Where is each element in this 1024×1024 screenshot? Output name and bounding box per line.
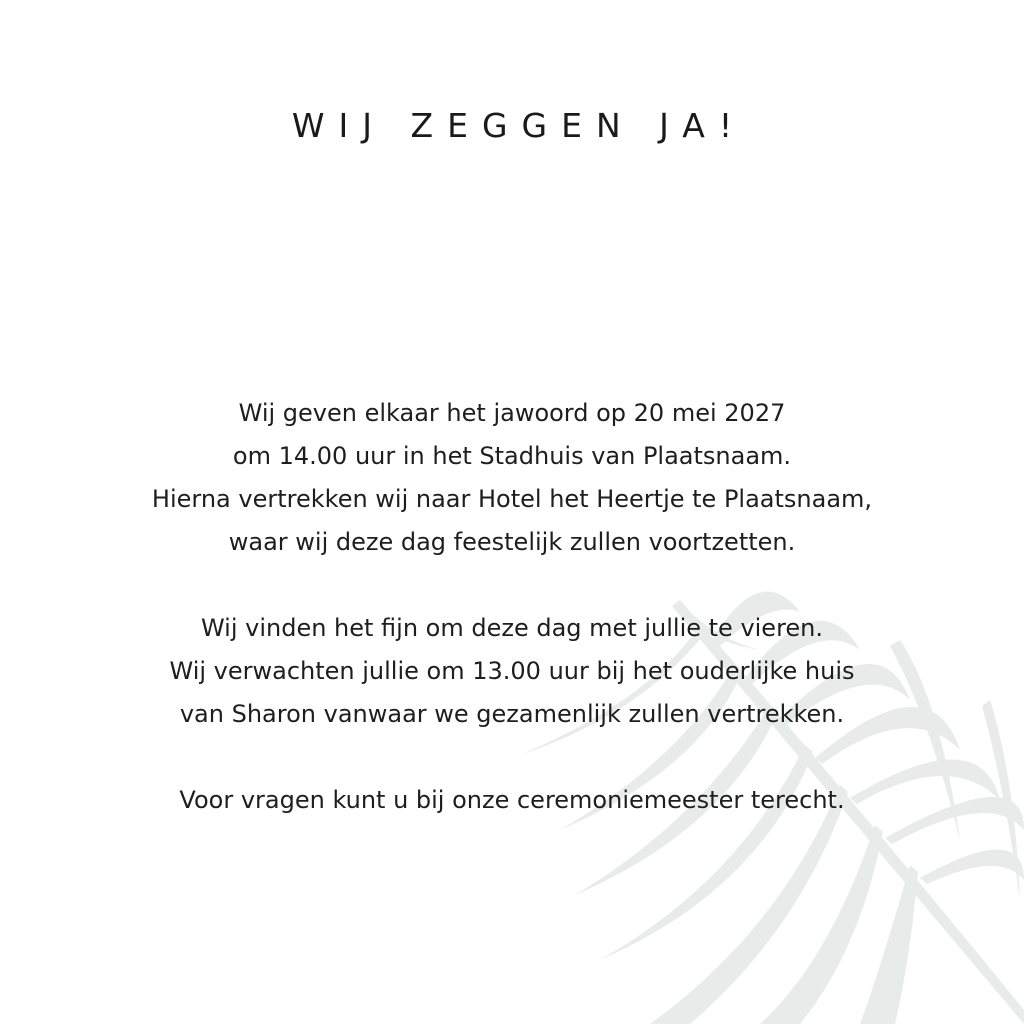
- body-line: Wij vinden het fijn om deze dag met jullie te vieren.: [200, 614, 824, 642]
- paragraph-meeting-details: [0, 607, 1024, 736]
- body-line: Hierna vertrekken wij naar Hotel het Heertje te Plaatsnaam,: [151, 485, 873, 513]
- body-line: Wij geven elkaar het jawoord op 20 mei 2027: [238, 399, 786, 427]
- body-line: Voor vragen kunt u bij onze ceremoniemeester terecht.: [179, 786, 845, 814]
- body-line: om 14.00 uur in het Stadhuis van Plaatsnaam.: [232, 442, 792, 470]
- body-line: Wij verwachten jullie om 13.00 uur bij het ouderlijke huis: [169, 657, 855, 685]
- invitation-title: WIJ ZEGGEN JA!: [291, 106, 747, 145]
- invitation-body: [0, 392, 1024, 865]
- body-line: waar wij deze dag feestelijk zullen voortzetten.: [228, 528, 796, 556]
- body-line: van Sharon vanwaar we gezamenlijk zullen vertrekken.: [179, 700, 845, 728]
- paragraph-ceremony-details: [0, 392, 1024, 564]
- paragraph-contact: [0, 779, 1024, 822]
